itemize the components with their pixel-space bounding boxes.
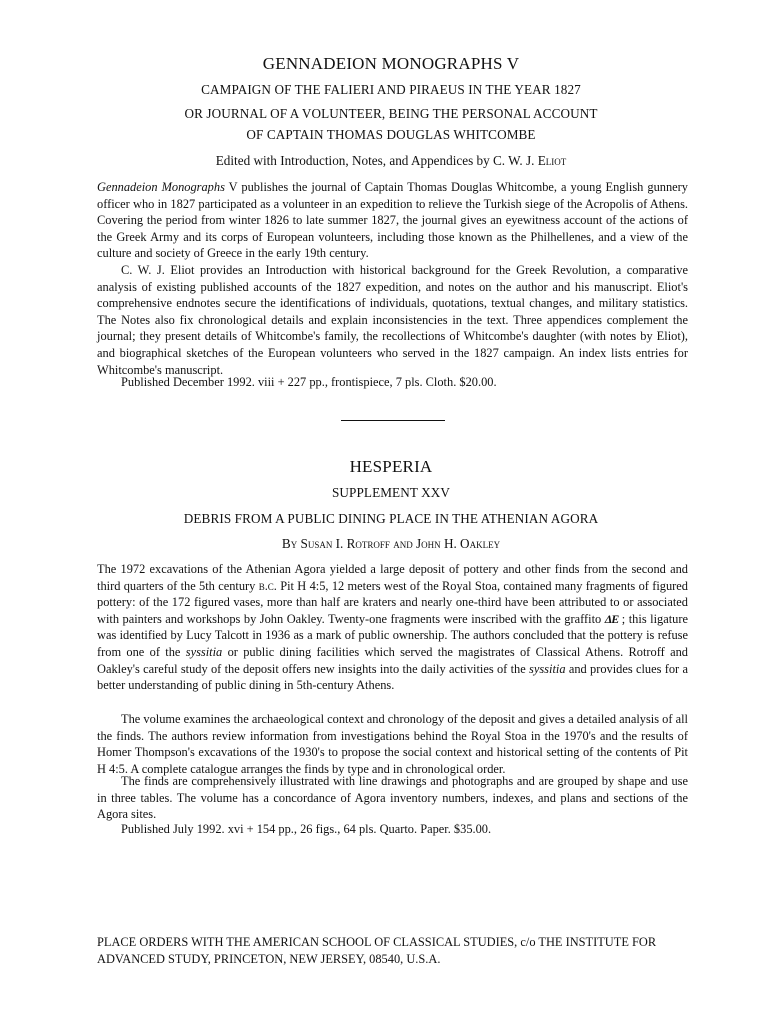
hesperia-published: Published July 1992. xvi + 154 pp., 26 figs., 64 pls. Quarto. Paper. $35.00. (121, 822, 492, 836)
editor-name: Eliot (537, 153, 567, 168)
syssitia-italic-1: syssitia (185, 644, 223, 659)
gennadeion-title: GENNADEION MONOGRAPHS V (262, 54, 520, 73)
hesperia-subtitle: DEBRIS FROM A PUBLIC DINING PLACE IN THE ATHENIAN AGORA (183, 511, 599, 526)
section-divider (341, 420, 445, 421)
order-instructions (97, 934, 697, 968)
gennadeion-subtitle-line3: OF CAPTAIN THOMAS DOUGLAS WHITCOMBE (246, 127, 536, 142)
gennadeion-paragraph-2: C. W. J. Eliot provides an Introduction with historical background for the Greek Revolution, a comparative analysis of existing published accounts of the 1827 expedition, and notes on the author and his manuscript. Eliot's comprehensive endnotes secure the identifications of individuals, quotations, textual changes, and military statistics. The Notes also fix chronological details and explain inconsistencies in the text. Three appendices complement the journal; they present details of Whitcombe's family, the recollections of Whitcombe's daughter (with notes by Eliot), and biographical sketches of the European volunteers who served in the 1827 campaign. An index lists entries for Whitcombe's manuscript. (97, 263, 688, 377)
hesperia-title: HESPERIA (349, 457, 433, 476)
series-title-italic: Gennadeion Monographs (97, 180, 225, 194)
orders-line-1: PLACE ORDERS WITH THE AMERICAN SCHOOL OF CLASSICAL STUDIES, c/o THE INSTITUTE FOR (97, 935, 657, 949)
syssitia-italic-2: syssitia (529, 661, 566, 676)
hesperia-p1-d: or public dining facilities which served the magistrates of Classical Athens. Rotroff and Oakley's careful study of the deposit offers new insights into the daily activities of the (97, 644, 689, 676)
hesperia-p1-e: and provides clues for a better understanding of public dining in 5th-century Athens. (97, 661, 688, 693)
gennadeion-paragraph-1 (97, 179, 688, 262)
hesperia-paragraph-2: The volume examines the archaeological context and chronology of the deposit and gives a detailed analysis of all the finds. The authors review information from investigations behind the Royal Stoa in the 1970's and the results of Homer Thompson's excavations of the 1930's to propose the social context and historical setting of the contents of Pit H 4:5. A complete catalogue arranges the finds by type and in chronological order. (97, 712, 688, 776)
gennadeion-editor-line (0, 153, 782, 169)
hesperia-p1-a: The 1972 excavations of the Athenian Agora yielded a large deposit of pottery and other finds from the second and third quarters of the 5th century (97, 562, 688, 593)
hesperia-p1-c: ; this ligature was identified by Lucy Talcott in 1936 as a mark of public ownership. The authors concluded that the pottery is refuse from one of the (97, 611, 688, 659)
hesperia-paragraph-1 (97, 561, 688, 694)
gennadeion-published: Published December 1992. viii + 227 pp., frontispiece, 7 pls. Cloth. $20.00. (121, 375, 497, 389)
hesperia-supplement: SUPPLEMENT XXV (331, 485, 451, 500)
graffito-ligature: ΔΕ (604, 611, 619, 626)
bc-abbrev: b.c. (258, 578, 277, 593)
hesperia-paragraph-3: The finds are comprehensively illustrated with line drawings and photographs and are grouped by shape and use in three tables. The volume has a concordance of Agora inventory numbers, indexes, and plans and sections of the Agora sites. (97, 774, 688, 822)
gennadeion-subtitle-line2: OR JOURNAL OF A VOLUNTEER, BEING THE PERSONAL ACCOUNT (184, 106, 598, 121)
gennadeion-subtitle-line1: CAMPAIGN OF THE FALIERI AND PIRAEUS IN THE YEAR 1827 (201, 82, 581, 97)
hesperia-authors: By Susan I. Rotroff and John H. Oakley (281, 536, 501, 551)
gennadeion-paragraph-1-text: V publishes the journal of Captain Thomas Douglas Whitcombe, a young English gunnery officer who in 1827 participated as a volunteer in an expedition to relieve the Turkish siege of the Acropolis of Athens. Covering the period from winter 1826 to late summer 1827, the journal gives an eyewitness account of the actions of the Greek Army and its corps of European volunteers, including those known as the Philhellenes, and a view of the culture and society of Greece in the early 19th century. (97, 180, 688, 261)
editor-prefix: Edited with Introduction, Notes, and Appendices by C. W. J. (215, 153, 538, 168)
hesperia-p1-b: Pit H 4:5, 12 meters west of the Royal Stoa, contained many fragments of figured pottery: of the 172 figured vases, more than half are kraters and nearly one-third have been attributed to or associated with painters and workshops by John Oakley. Twenty-one fragments were inscribed with the graffito (97, 578, 688, 626)
orders-line-2: ADVANCED STUDY, PRINCETON, NEW JERSEY, 08540, U.S.A. (97, 952, 441, 966)
